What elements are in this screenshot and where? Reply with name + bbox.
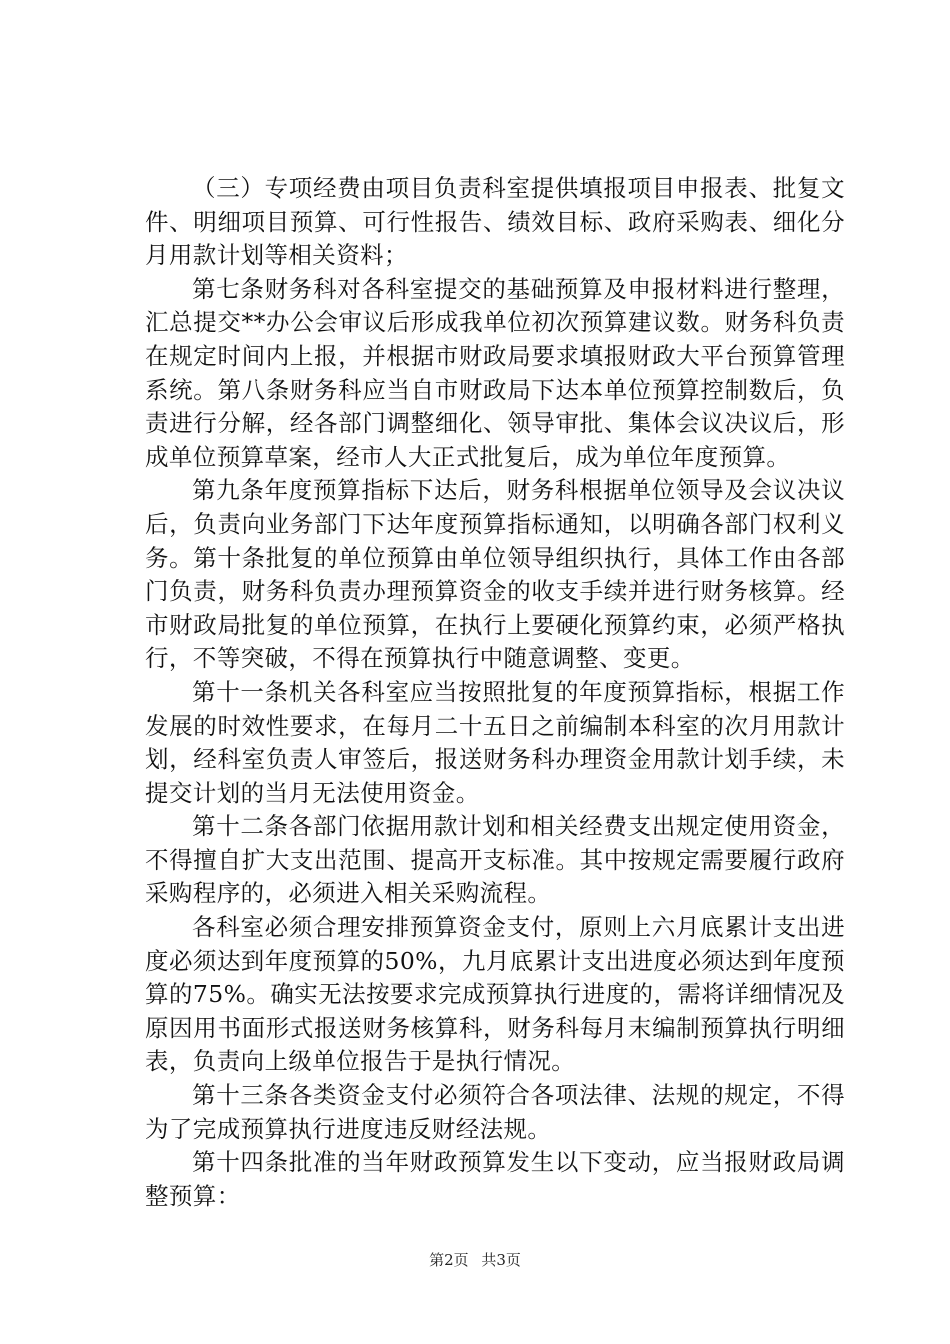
paragraph-7: 第十三条各类资金支付必须符合各项法律、法规的规定，不得为了完成预算执行进度违反财经法规。 (145, 1081, 845, 1143)
paragraph-6: 各科室必须合理安排预算资金支付，原则上六月底累计支出进度必须达到年度预算的50%，九月底累计支出进度必须达到年度预算的75%。确实无法按要求完成预算执行进度的，需将详细情况及原因用书面形式报送财务核算科，财务科每月末编制预算执行明细表，负责向上级单位报告于是执行情况。 (145, 913, 845, 1076)
paragraph-3: 第九条年度预算指标下达后，财务科根据单位领导及会议决议后，负责向业务部门下达年度预算指标通知，以明确各部门权利义务。第十条批复的单位预算由单位领导组织执行，具体工作由各部门负责，财务科负责办理预算资金的收支手续并进行财务核算。经市财政局批复的单位预算，在执行上要硬化预算约束，必须严格执行，不等突破，不得在预算执行中随意调整、变更。 (145, 476, 845, 673)
paragraph-2: 第七条财务科对各科室提交的基础预算及申报材料进行整理，汇总提交**办公会审议后形成我单位初次预算建议数。财务科负责在规定时间内上报，并根据市财政局要求填报财政大平台预算管理系统。第八条财务科应当自市财政局下达本单位预算控制数后，负责进行分解，经各部门调整细化、领导审批、集体会议决议后，形成单位预算草案，经市人大正式批复后，成为单位年度预算。 (145, 274, 845, 471)
paragraph-4: 第十一条机关各科室应当按照批复的年度预算指标，根据工作发展的时效性要求，在每月二十五日之前编制本科室的次月用款计划，经科室负责人审签后，报送财务科办理资金用款计划手续，未提交计划的当月无法使用资金。 (145, 677, 845, 807)
page-footer (0, 1250, 950, 1270)
page-number: 第2页 (429, 1251, 469, 1269)
paragraph-5: 第十二条各部门依据用款计划和相关经费支出规定使用资金，不得擅自扩大支出范围、提高开支标准。其中按规定需要履行政府采购程序的，必须进入相关采购流程。 (145, 812, 845, 908)
document-body (145, 172, 845, 1213)
paragraph-1: （三）专项经费由项目负责科室提供填报项目申报表、批复文件、明细项目预算、可行性报告、绩效目标、政府采购表、细化分月用款计划等相关资料； (145, 174, 845, 270)
page-total: 共3页 (481, 1251, 521, 1269)
paragraph-8: 第十四条批准的当年财政预算发生以下变动，应当报财政局调整预算： (145, 1148, 845, 1210)
